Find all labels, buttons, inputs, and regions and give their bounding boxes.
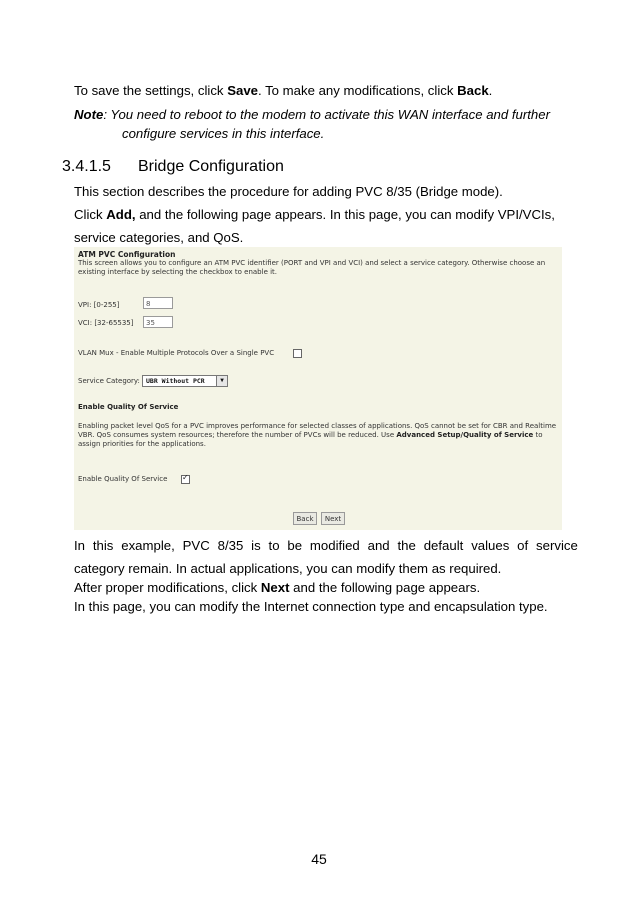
body-line-2 <box>74 207 555 223</box>
after-line-1-word: 8/35 <box>217 538 244 553</box>
body-line-1: This section describes the procedure for adding PVC 8/35 (Bridge mode). <box>74 184 503 199</box>
save-keyword: Save <box>227 83 258 98</box>
section-title: Bridge Configuration <box>138 158 284 175</box>
after-line-1-word: is <box>251 538 261 553</box>
after-line-1-word: In <box>74 538 85 553</box>
note-text: : You need to reboot to the modem to activate this WAN interface and further <box>103 107 550 122</box>
vci-label: VCI: [32-65535] <box>78 319 134 327</box>
note-line-1 <box>74 107 550 123</box>
qos-heading: Enable Quality Of Service <box>78 403 179 411</box>
enable-qos-checkbox[interactable] <box>181 475 190 484</box>
after-line-2: category remain. In actual applications, you can modify them as required. <box>74 561 502 576</box>
note-label: Note <box>74 107 104 122</box>
qos-text-end: to assign priorities for the applications. <box>78 431 543 448</box>
enable-qos-label: Enable Quality Of Service <box>78 475 168 483</box>
body-line-3: service categories, and QoS. <box>74 230 244 245</box>
after-line-1-word: values <box>471 538 510 553</box>
after-line-3 <box>74 580 480 596</box>
service-category-label: Service Category: <box>78 377 140 385</box>
vlan-mux-label: VLAN Mux - Enable Multiple Protocols Over a Single PVC <box>78 349 275 357</box>
qos-text: Enabling packet level QoS for a PVC improves performance for selected classes of applications. QoS cannot be set for CBR and Realtime VBR. QoS consumes system resources; therefore the number of PVCs will be reduced. Use <box>78 422 557 439</box>
vpi-input[interactable]: 8 <box>143 297 173 309</box>
after-line-1-word: PVC <box>182 538 210 553</box>
next-button[interactable]: Next <box>321 512 345 525</box>
period: . <box>488 83 493 98</box>
section-heading <box>62 157 284 177</box>
after-line-1-word: example, <box>121 538 175 553</box>
click-text: Click <box>74 207 107 222</box>
after-line-4: In this page, you can modify the Internet connection type and encapsulation type. <box>74 599 548 614</box>
save-instruction <box>74 83 492 99</box>
after-line-1-word: default <box>423 538 464 553</box>
atm-pvc-configuration-screenshot <box>74 247 562 530</box>
modify-text: . To make any modifications, click <box>258 83 458 98</box>
qos-description <box>78 422 562 449</box>
add-keyword: Add, <box>106 207 136 222</box>
after-line-3-rest: and the following page appears. <box>289 580 481 595</box>
screenshot-title: ATM PVC Configuration <box>78 250 176 259</box>
save-text: To save the settings, click <box>74 83 228 98</box>
page-number: 45 <box>311 851 327 867</box>
vci-input[interactable]: 35 <box>143 316 173 328</box>
after-line-1-word: this <box>92 538 114 553</box>
body-line-2-rest: and the following page appears. In this page, you can modify VPI/VCIs, <box>135 207 555 222</box>
service-category-value: UBR Without PCR <box>146 377 205 385</box>
back-keyword: Back <box>457 83 489 98</box>
service-category-select[interactable] <box>142 375 228 387</box>
after-line-1-word: to <box>268 538 280 553</box>
qos-advanced-setup-link: Advanced Setup/Quality of Service <box>396 431 534 439</box>
after-line-1-word: and <box>367 538 390 553</box>
after-line-1-word: the <box>397 538 416 553</box>
vpi-label: VPI: [0-255] <box>78 301 120 309</box>
chevron-down-icon: ▼ <box>216 376 227 386</box>
vlan-mux-checkbox[interactable] <box>293 349 302 358</box>
after-click-text: After proper modifications, click <box>74 580 261 595</box>
section-number: 3.4.1.5 <box>62 158 111 175</box>
note-line-2: configure services in this interface. <box>122 126 325 141</box>
screenshot-description: This screen allows you to configure an ATM PVC identifier (PORT and VPI and VCI) and select a service category. Otherwise choose an existing interface by selecting the checkbox to enable it. <box>78 259 546 276</box>
after-line-1 <box>74 538 578 554</box>
after-line-1-word: be <box>287 538 303 553</box>
after-line-1-word: of <box>517 538 529 553</box>
next-keyword: Next <box>260 580 290 595</box>
after-line-1-word: modified <box>309 538 360 553</box>
after-line-1-word: service <box>536 538 578 553</box>
back-button[interactable]: Back <box>293 512 317 525</box>
